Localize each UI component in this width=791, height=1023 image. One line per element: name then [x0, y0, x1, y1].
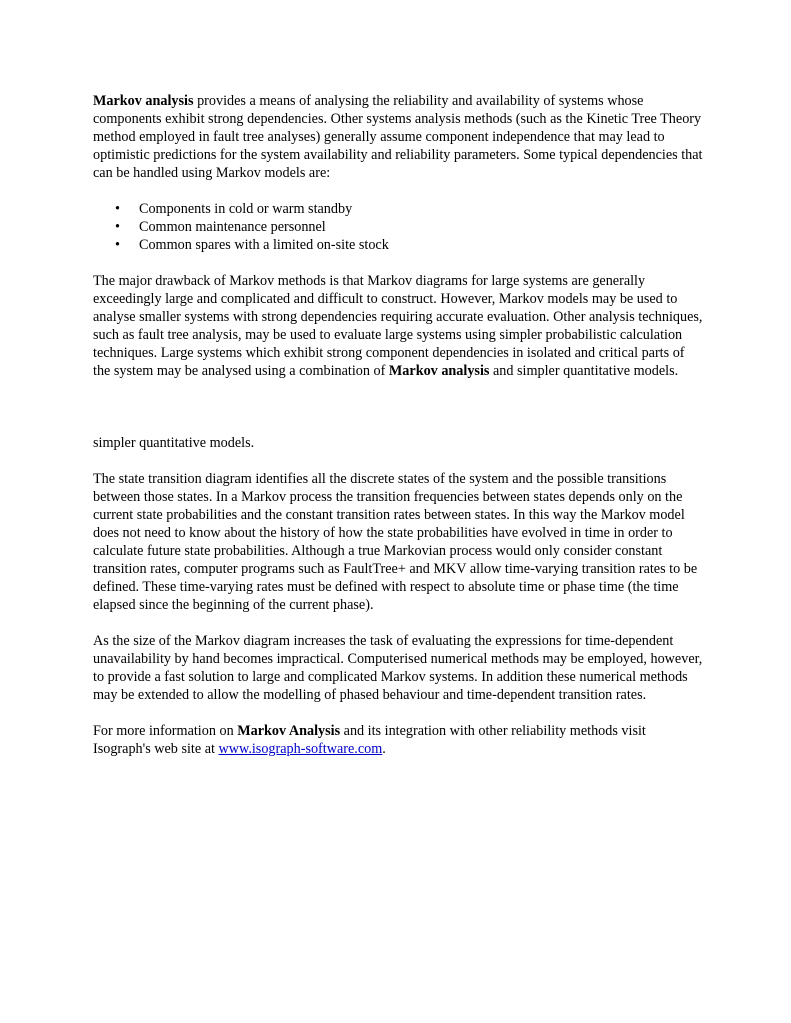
spacer [93, 614, 703, 632]
fragment-paragraph: simpler quantitative models. [93, 435, 255, 451]
list-item-text: Common maintenance personnel [139, 219, 326, 235]
bullet-icon: • [115, 237, 120, 253]
list-item [93, 218, 703, 236]
spacer [93, 452, 703, 470]
list-item-text: Components in cold or warm standby [139, 201, 353, 217]
drawback-tail: and simpler quantitative models. [489, 363, 679, 379]
isograph-website-link[interactable]: www.isograph-software.com [218, 741, 383, 757]
document-page [93, 92, 703, 758]
list-item [93, 200, 703, 218]
drawback-paragraph [93, 272, 703, 380]
more-info-lead: For more information on [93, 723, 238, 739]
dependency-list [93, 200, 703, 254]
bullet-icon: • [115, 219, 120, 235]
list-item [93, 236, 703, 254]
intro-text: provides a means of analysing the reliability and availability of systems whose components exhibit strong dependencies. Other systems analysis methods (such as the Kinetic Tree Theory method employed in fault tree analyses) generally assume component independence that may lead to optimistic predictions for the system availability and reliability parameters. Some typical dependencies that can be handled using Markov models are: [93, 93, 703, 181]
numerical-methods-paragraph: As the size of the Markov diagram increases the task of evaluating the expressions for time-dependent unavailability by hand becomes impractical. Computerised numerical methods may be employed, however, to provide a fast solution to large and complicated Markov systems. In addition these numerical methods may be extended to allow the modelling of phased behaviour and time-dependent transition rates. [93, 633, 703, 703]
list-item-text: Common spares with a limited on-site stock [139, 237, 389, 253]
spacer [93, 380, 703, 434]
spacer [93, 182, 703, 200]
bullet-icon: • [115, 201, 120, 217]
markov-analysis-bold: Markov Analysis [237, 723, 341, 739]
markov-analysis-bold: Markov analysis [93, 93, 194, 109]
more-info-tail: . [382, 741, 386, 757]
markov-analysis-bold: Markov analysis [388, 363, 490, 379]
state-transition-paragraph: The state transition diagram identifies all the discrete states of the system and the possible transitions between those states. In a Markov process the transition frequencies between states depends only on the current state probabilities and the constant transition rates between states. In this way the Markov model does not need to know about the history of how the state probabilities have evolved in time in order to calculate future state probabilities. Although a true Markovian process would only consider constant transition rates, computer programs such as FaultTree+ and MKV allow time-varying transition rates to be defined. These time-varying rates must be defined with respect to absolute time or phase time (the time elapsed since the beginning of the current phase). [93, 471, 698, 613]
spacer [93, 254, 703, 272]
spacer [93, 704, 703, 722]
drawback-text: The major drawback of Markov methods is that Markov diagrams for large systems are generally exceedingly large and complicated and difficult to construct. However, Markov models may be used to analyse smaller systems with strong dependencies requiring accurate evaluation. Other analysis techniques, such as fault tree analysis, may be used to evaluate large systems using simpler probabilistic calculation techniques. Large systems which exhibit strong component dependencies in isolated and critical parts of the system may be analysed using a combination of [93, 273, 703, 379]
intro-paragraph [93, 92, 703, 182]
more-info-mid: and its integration with other reliability methods visit Isograph's web site at [93, 723, 646, 757]
more-info-paragraph [93, 722, 703, 758]
